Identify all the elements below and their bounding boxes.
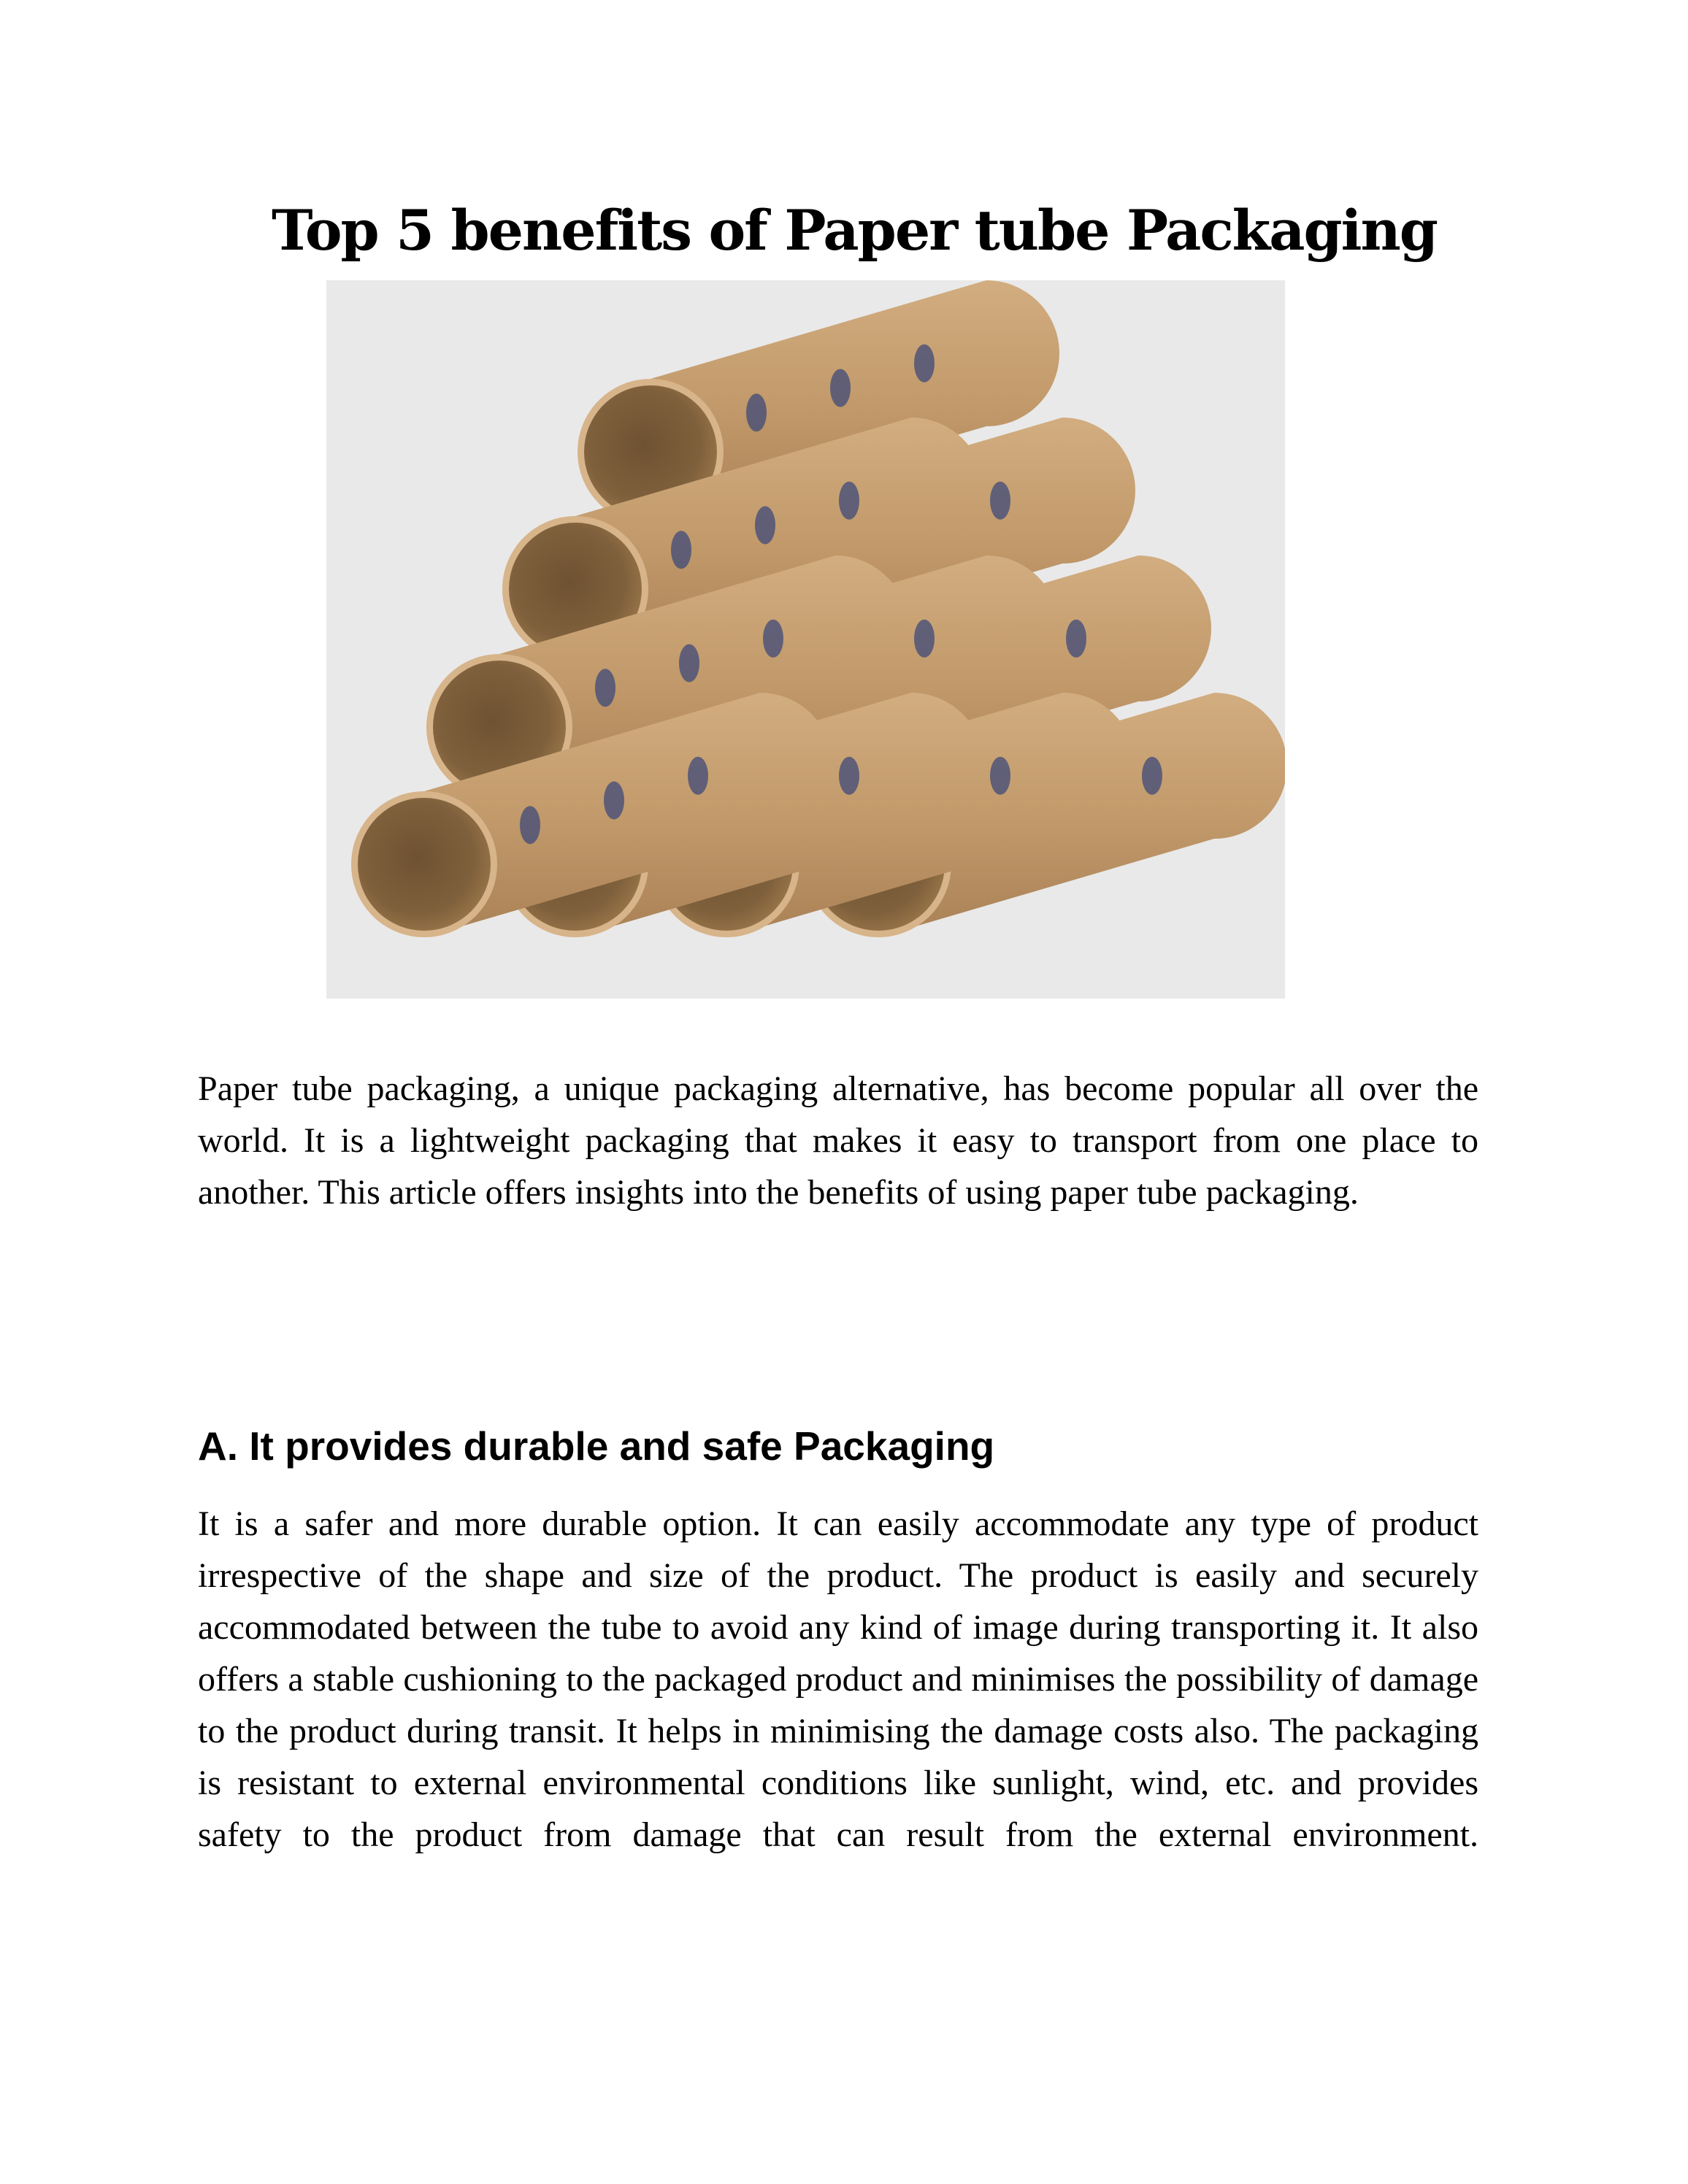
- section-heading: A. It provides durable and safe Packaging: [198, 1423, 995, 1469]
- hero-image: [326, 280, 1285, 999]
- paper-tubes-illustration: [326, 280, 1285, 999]
- section-body: It is a safer and more durable option. It can easily accommodate any type of product irrespective of the shape and size of the product. The product is easily and securely accommodated between the tube to avoid any kind of image during transporting it. It also offers a stable cushioning to the packaged product and minimises the possibility of damage to the product during transit. It helps in minimising the damage costs also. The packaging is resistant to external environmental conditions like sunlight, wind, etc. and provides safety to the product from damage that can result from the external environment.: [198, 1504, 1478, 1854]
- intro-paragraph: Paper tube packaging, a unique packaging alternative, has become popular all over the world. It is a lightweight packaging that makes it easy to transport from one place to another. This article offers insights into the benefits of using paper tube packaging.: [198, 1069, 1478, 1212]
- page-title: Top 5 benefits of Paper tube Packaging: [272, 198, 1437, 263]
